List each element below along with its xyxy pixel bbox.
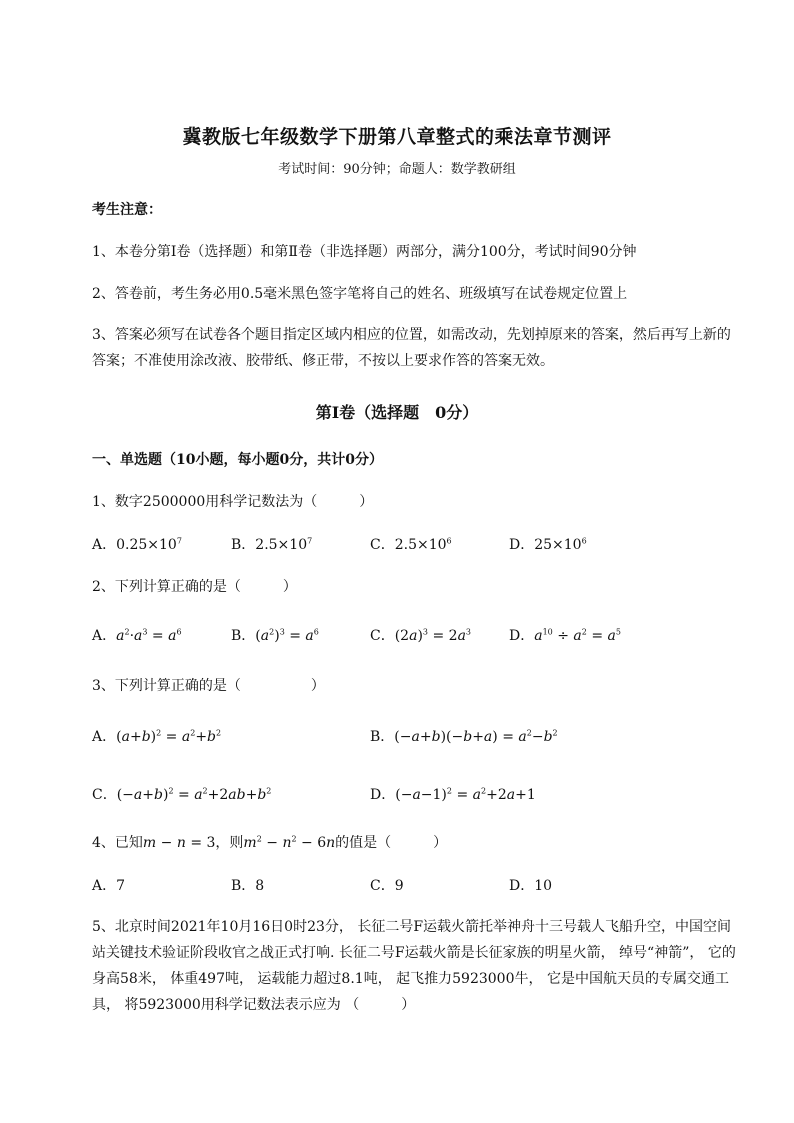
q3-option-a-math: $(a+b)^2 = a^2+b^2$ [116, 728, 222, 745]
q4-expression-math: $m^2 - n^2 - 6n$ [243, 834, 336, 851]
page-title: 冀教版七年级数学下册第八章整式的乘法章节测评 [182, 126, 612, 148]
q2-option-b: B．$(a^2)^3 = a^6$ [231, 627, 319, 644]
notice-heading: 考生注意： [92, 202, 162, 218]
q3-option-b-math: $(-a+b)(-b+a) = a^2-b^2$ [394, 728, 558, 745]
q3-option-c-math: $(-a+b)^2 = a^2+2ab+b^2$ [116, 786, 272, 803]
question-5-stem: 5、北京时间2021年10月16日0时23分， 长征二号F运载火箭托举神舟十三号载人飞船升空，中国空间站关键技术验证阶段收官之战正式打响. 长征二号F运载火箭是长征家族的明星火箭， 绰号“神箭”， 它的身高58米， 体重497吨， 运载能力超过8.1吨， 起飞推力5923000牛， 它是中国航天员的专属交通工具， 将5923000用科学记数法表示应为 （ ） [92, 919, 736, 1013]
notice-item-2: 2、答卷前，考生务必用0.5毫米黑色签字笔将自己的姓名、班级填写在试卷规定位置上 [92, 286, 628, 302]
q4-option-c: C．9 [370, 878, 404, 894]
q2-option-d-math: $a^{10} \div a^2 = a^5$ [534, 627, 621, 644]
q4-option-b: B．8 [231, 878, 265, 894]
question-2-stem: 2、下列计算正确的是（ ） [92, 579, 297, 595]
q2-option-a-math: $a^2\cdot a^3 = a^6$ [116, 627, 182, 644]
q3-option-a: A．$(a+b)^2 = a^2+b^2$ [92, 728, 222, 745]
question-3-stem: 3、下列计算正确的是（ ） [92, 678, 325, 694]
q3-option-c: C．$(-a+b)^2 = a^2+2ab+b^2$ [92, 786, 272, 803]
q4-option-a: A．7 [92, 878, 126, 894]
q2-option-a: A．$a^2\cdot a^3 = a^6$ [92, 627, 182, 644]
q1-option-a: A．$0.25\times 10^7$ [92, 536, 182, 553]
question-1-stem: 1、数字2500000用科学记数法为（ ） [92, 494, 374, 510]
q1-option-c: C．$2.5\times 10^6$ [370, 536, 452, 553]
q2-option-c-math: $(2a)^3 = 2a^3$ [394, 627, 472, 644]
q1-option-d: D．$25\times 10^6$ [509, 536, 587, 553]
notice-item-1: 1、本卷分第I卷（选择题）和第Ⅱ卷（非选择题）两部分，满分100分，考试时间90分钟 [92, 244, 637, 260]
q2-option-b-math: $(a^2)^3 = a^6$ [255, 627, 319, 644]
q4-condition-math: m − n = 3 [142, 835, 216, 851]
q2-option-c: C．$(2a)^3 = 2a^3$ [370, 627, 472, 644]
q2-option-d: D．$a^{10} \div a^2 = a^5$ [509, 627, 621, 644]
q3-option-d: D．$(-a-1)^2 = a^2+2a+1$ [370, 786, 536, 803]
question-4-stem: 4、已知m − n = 3，则$m^2 - n^2 - 6n$的值是（ ） [92, 834, 448, 851]
q4-option-d: D．10 [509, 878, 553, 894]
part-heading: 一、单选题（10小题，每小题0分，共计0分） [92, 452, 383, 468]
q3-option-b: B．$(-a+b)(-b+a) = a^2-b^2$ [370, 728, 558, 745]
section-title: 第I卷（选择题 0分） [315, 403, 479, 422]
q3-option-d-math: $(-a-1)^2 = a^2+2a+1$ [395, 786, 536, 803]
notice-item-3: 3、答案必须写在试卷各个题目指定区域内相应的位置，如需改动，先划掉原来的答案，然后再写上新的答案；不准使用涂改液、胶带纸、修正带，不按以上要求作答的答案无效。 [92, 327, 731, 369]
page-subtitle: 考试时间：90分钟；命题人：数学教研组 [278, 162, 516, 177]
q1-option-b: B．$2.5\times 10^7$ [231, 536, 313, 553]
